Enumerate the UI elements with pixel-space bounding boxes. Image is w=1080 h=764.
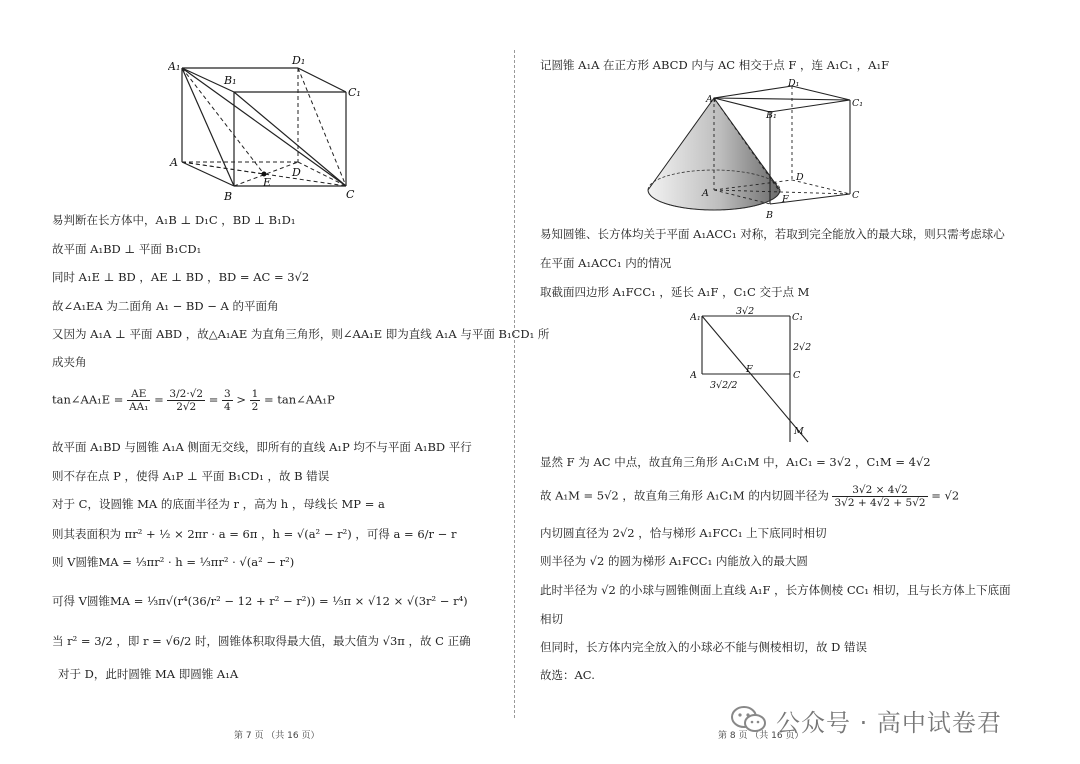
label-c: C	[852, 190, 860, 201]
volume-equation: 则 V圆锥MA = ⅓πr² · h = ⅓πr² · √(a² − r²)	[52, 555, 295, 569]
label-d1: D₁	[292, 54, 306, 67]
label-a1: A₁	[706, 94, 717, 105]
text-line: 在平面 A₁ACC₁ 内的情况	[540, 256, 672, 270]
label-c1: C₁	[852, 98, 864, 109]
text-line: 易知圆锥、长方体均关于平面 A₁ACC₁ 对称，若取到完全能放入的最大球，则只需考虑球心	[540, 227, 1005, 241]
label-f: F	[746, 364, 753, 375]
text-line: 对于 D，此时圆锥 MA 即圆锥 A₁A	[58, 667, 239, 681]
label-b1: B₁	[224, 74, 237, 87]
watermark	[730, 700, 1060, 740]
label-e: E	[263, 176, 272, 189]
text-line: 又因为 A₁A ⊥ 平面 ABD ，故△A₁AE 为直角三角形，则∠AA₁E 即为直线 A₁A 与平面 B₁CD₁ 所	[52, 327, 550, 341]
incircle-equation	[540, 484, 959, 509]
label-d1: D₁	[788, 78, 800, 89]
tan-lhs: tan∠AA₁E =	[52, 392, 124, 407]
text-line: 则不存在点 P ，使得 A₁P ⊥ 平面 B₁CD₁ ，故 B 错误	[52, 469, 330, 483]
label-c1: C₁	[792, 312, 804, 323]
text-line: 易判断在长方体中，A₁B ⊥ D₁C ，BD ⊥ B₁D₁	[52, 213, 296, 227]
label-height: 2√2	[793, 342, 812, 353]
cone-cuboid-figure	[640, 78, 870, 220]
text-line: 但同时，长方体内完全放入的小球必不能与侧棱相切，故 D 错误	[540, 640, 868, 654]
fraction: $\frac{1}{2}$	[251, 388, 259, 413]
label-c: C	[793, 370, 801, 381]
label-a1: A₁	[168, 60, 181, 73]
label-af-length: 3√2/2	[710, 380, 738, 391]
volume-equation-2: 可得 V圆锥MA = ⅓π√(r⁴(36/r² − 12 + r² − r²)) = ⅓π × √12 × √(3r² − r⁴)	[52, 594, 468, 608]
cuboid-figure	[168, 54, 368, 202]
wechat-icon	[730, 705, 768, 735]
label-m: M	[794, 426, 804, 437]
label-a: A	[170, 156, 178, 169]
incircle-pre: 故 A₁M = 5√2 ，故直角三角形 A₁C₁M 的内切圆半径为	[540, 488, 829, 503]
label-d: D	[292, 166, 301, 179]
label-a: A	[702, 188, 709, 199]
page-footer: 第 8 页 （共 16 页）	[718, 731, 804, 741]
text-line: 故平面 A₁BD ⊥ 平面 B₁CD₁	[52, 242, 202, 256]
label-b: B	[224, 190, 233, 202]
label-f: F	[782, 194, 789, 205]
section-figure	[690, 304, 820, 448]
label-a1: A₁	[690, 312, 701, 323]
text-line: 记圆锥 A₁A 在正方形 ABCD 内与 AC 相交于点 F ，连 A₁C₁ ，A₁F	[540, 58, 890, 72]
incircle-post: = √2	[931, 488, 960, 503]
label-c1: C₁	[348, 86, 361, 99]
page-8	[518, 0, 1080, 764]
text-line: 故选：AC.	[540, 668, 595, 682]
text-line: 显然 F 为 AC 中点，故直角三角形 A₁C₁M 中，A₁C₁ = 3√2 ，C₁M = 4√2	[540, 455, 931, 469]
text-line: 取截面四边形 A₁FCC₁ ，延长 A₁F ，C₁C 交于点 M	[540, 285, 810, 299]
text-line: 同时 A₁E ⊥ BD ，AE ⊥ BD ，BD = AC = 3√2	[52, 270, 310, 284]
text-line: 此时半径为 √2 的小球与圆锥侧面上直线 A₁F ，长方体侧棱 CC₁ 相切，且与长方体上下底面	[540, 583, 1011, 597]
label-b1: B₁	[766, 110, 777, 121]
text-line: 相切	[540, 612, 563, 626]
fraction: $\frac{3√2 \times 4√2}{3√2 + 4√2 + 5√2}$	[834, 484, 926, 509]
text-line: 内切圆直径为 2√2 ，恰与梯形 A₁FCC₁ 上下底同时相切	[540, 526, 827, 540]
fraction: $\frac{3/2\cdot√2}{2√2}$	[169, 388, 204, 413]
text-line: 故∠A₁EA 为二面角 A₁ − BD − A 的平面角	[52, 299, 279, 313]
text-line: 则半径为 √2 的圆为梯形 A₁FCC₁ 内能放入的最大圆	[540, 554, 808, 568]
text-line: 对于 C，设圆锥 MA 的底面半径为 r ，高为 h ，母线长 MP = a	[52, 497, 385, 511]
label-a: A	[690, 370, 697, 381]
text-line: 故平面 A₁BD 与圆锥 A₁A 侧面无交线，即所有的直线 A₁P 均不与平面 A₁BD 平行	[52, 440, 472, 454]
label-d: D	[796, 172, 804, 183]
page-footer: 第 7 页 （共 16 页）	[234, 731, 320, 741]
label-top-length: 3√2	[736, 306, 755, 317]
when-equation: 当 r² = 3/2 ，即 r = √6/2 时，圆锥体积取得最大值，最大值为 √3π ，故 C 正确	[52, 634, 471, 648]
watermark-text: 公众号 · 高中试卷君	[776, 708, 1002, 737]
page-divider	[514, 50, 515, 718]
fraction: $\frac{AE}{\text{AA₁}}$	[129, 388, 149, 413]
surface-equation: 则其表面积为 πr² + ½ × 2πr · a = 6π ，h = √(a² − r²) ，可得 a = 6/r − r	[52, 527, 457, 541]
tan-equation: tan∠AA₁E = $\frac{AE}{\text{AA₁}}$ = $\frac{3/2\cdot√2}{2√2}$ = $\frac{3}{4}$ > $\frac{1}{2}$ = tan∠AA₁P	[52, 388, 335, 413]
tan-rhs: = tan∠AA₁P	[263, 392, 335, 407]
text-line: 成夹角	[52, 355, 87, 369]
label-c: C	[346, 188, 355, 201]
label-b: B	[766, 210, 773, 220]
fraction: $\frac{3}{4}$	[223, 388, 231, 413]
